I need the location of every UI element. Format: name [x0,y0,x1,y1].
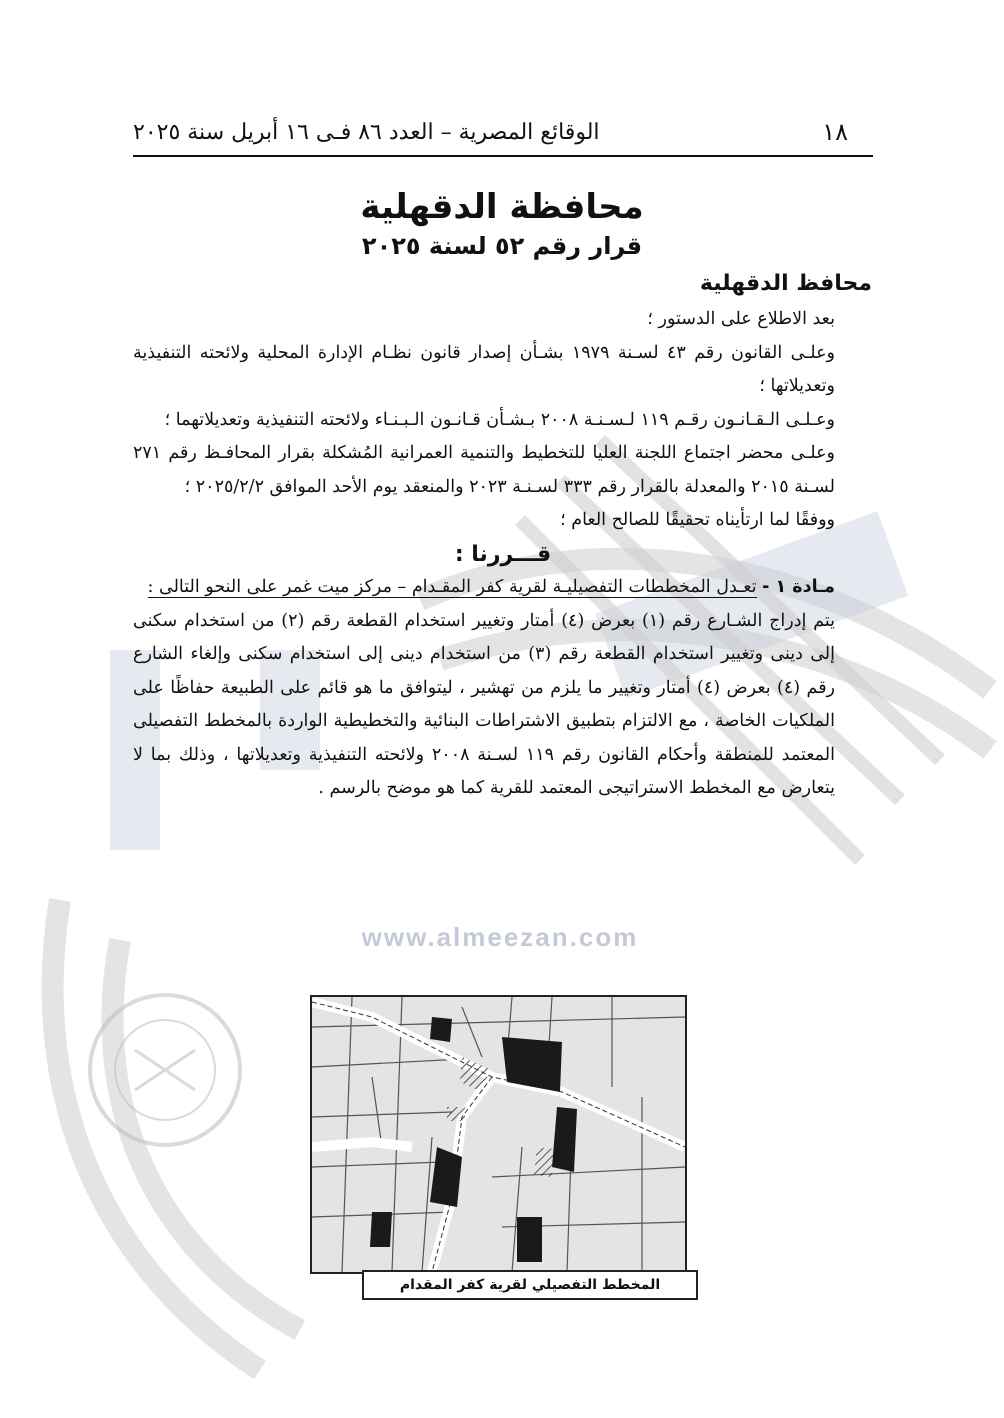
preamble-line: بعد الاطلاع على الدستور ؛ [647,309,835,329]
detailed-plan-map [310,995,687,1274]
page-number: ١٨ [822,118,848,146]
decree-number: قرار رقم ٥٢ لسنة ٢٠٢٥ [361,232,643,260]
article-1-text: يتم إدراج الشـارع رقم (١) بعرض (٤) أمتار وتغيير استخدام القطعة رقم (٢) من استخدام سكنى إلى دينى وتغيير استخدام القطعة رقم (٣) من استخدام دينى إلى استخدام سكنى وإلغاء الشارع رقم (٤) بعرض (٤) أمتار وتغيير ما يلزم من تهشير ، ليتوافق ما هو قائم على الطبيعة حفاظًا على الملكيات الخاصة ، مع الالتزام بتطبيق الاشتراطات البنائية والتخطيطية الواردة بالمخطط التفصيلى المعتمد للمنطقة وأحكام القانون رقم ١١٩ لسـنة ٢٠٠٨ ولائحته التنفيذية وتعديلاتها ، وذلك بما لا يتعارض مع المخطط الاستراتيجى المعتمد للقرية كما هو موضح بالرسم . [133,610,836,798]
page-title: محافظة الدقهلية [360,187,644,227]
preamble-line: ووفقًا لما ارتأيناه تحقيقًا للصالح العام ؛ [560,510,835,530]
issuer-heading: محافظ الدقهلية [699,271,872,296]
header-divider [133,155,873,157]
article-1-label: مـادة ١ - [762,577,835,597]
page-header [133,112,848,152]
watermark-url: www.almeezan.com [361,922,639,952]
publication-line: الوقائع المصرية – العدد ٨٦ فـى ١٦ أبريل سنة ٢٠٢٥ [133,119,600,145]
article-1-title: تعـدل المخططات التفصيليـة لقرية كفر المقـدام – مركز ميت غمر على النحو التالى : [147,577,757,597]
decree-body [133,303,873,806]
preamble-line: وعلـى محضر اجتماع اللجنة العليا للتخطيط والتنمية العمرانية المُشكلة بقرار المحافـظ رقم ٢٧١ لسـنة ٢٠١٥ والمعدلة بالقرار رقم ٣٣٣ لسـنـة ٢٠٢٣ والمنعقد يوم الأحد الموافق ٢٠٢٥/٢/٢ ؛ [133,443,835,497]
preamble-line: وعـلـى الـقـانـون رقـم ١١٩ لـسـنـة ٢٠٠٨ بـشـأن قـانـون الـبـنـاء ولائحته التنفيذية وتعديلاتهما ؛ [164,409,835,430]
map-caption: المخطط التفصيلي لقرية كفر المقدام [362,1270,698,1300]
article-1-heading [133,571,873,605]
preamble-line: وعلـى القانون رقم ٤٣ لسـنة ١٩٧٩ بشـأن إصدار قانون نظـام الإدارة المحلية ولائحته التنفيذية وتعديلاتها ؛ [133,342,835,396]
map-drawing [312,997,685,1272]
resolved-heading: قـــررنا : [454,541,552,567]
